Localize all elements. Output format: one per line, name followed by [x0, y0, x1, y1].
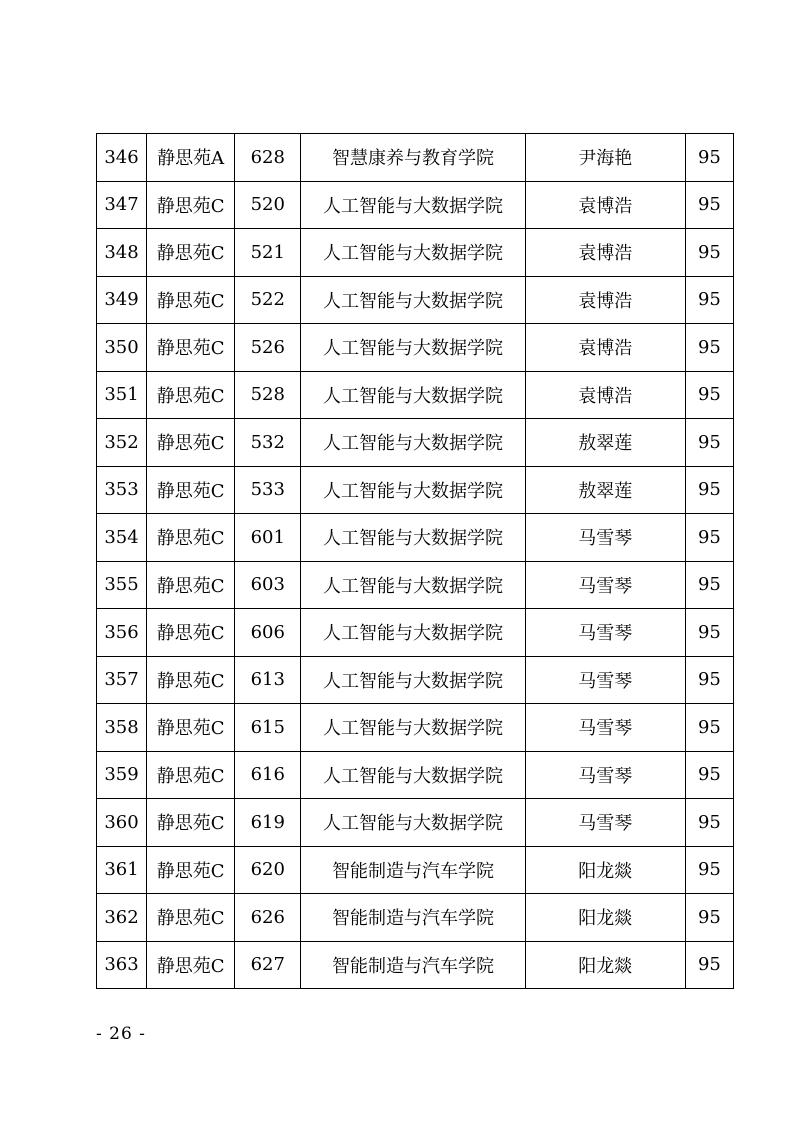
score-cell: 95 [685, 941, 733, 989]
building-cell: 静思苑C [147, 181, 235, 229]
table-row [97, 894, 734, 942]
teacher-name-cell: 袁博浩 [525, 276, 685, 324]
building-cell: 静思苑C [147, 276, 235, 324]
row-number-cell: 363 [97, 941, 147, 989]
room-cell: 616 [235, 751, 301, 799]
college-cell: 人工智能与大数据学院 [301, 751, 525, 799]
score-cell: 95 [685, 371, 733, 419]
row-number-cell: 351 [97, 371, 147, 419]
table-row [97, 561, 734, 609]
college-cell: 人工智能与大数据学院 [301, 419, 525, 467]
score-cell: 95 [685, 466, 733, 514]
teacher-name-cell: 马雪琴 [525, 704, 685, 752]
row-number-cell: 352 [97, 419, 147, 467]
room-cell: 528 [235, 371, 301, 419]
table-row [97, 181, 734, 229]
table-row [97, 609, 734, 657]
row-number-cell: 350 [97, 324, 147, 372]
teacher-name-cell: 马雪琴 [525, 799, 685, 847]
score-cell: 95 [685, 419, 733, 467]
building-cell: 静思苑C [147, 799, 235, 847]
table-row [97, 276, 734, 324]
room-cell: 533 [235, 466, 301, 514]
room-cell: 627 [235, 941, 301, 989]
building-cell: 静思苑C [147, 466, 235, 514]
score-cell: 95 [685, 656, 733, 704]
row-number-cell: 354 [97, 514, 147, 562]
score-cell: 95 [685, 229, 733, 277]
building-cell: 静思苑C [147, 419, 235, 467]
score-cell: 95 [685, 276, 733, 324]
teacher-name-cell: 阳龙燚 [525, 941, 685, 989]
building-cell: 静思苑A [147, 134, 235, 182]
building-cell: 静思苑C [147, 656, 235, 704]
room-cell: 619 [235, 799, 301, 847]
row-number-cell: 353 [97, 466, 147, 514]
score-cell: 95 [685, 324, 733, 372]
table-row [97, 324, 734, 372]
room-cell: 526 [235, 324, 301, 372]
room-cell: 603 [235, 561, 301, 609]
building-cell: 静思苑C [147, 704, 235, 752]
dormitory-score-table [96, 133, 734, 989]
score-cell: 95 [685, 846, 733, 894]
room-cell: 613 [235, 656, 301, 704]
college-cell: 人工智能与大数据学院 [301, 181, 525, 229]
table-row [97, 466, 734, 514]
row-number-cell: 355 [97, 561, 147, 609]
table-row [97, 419, 734, 467]
room-cell: 521 [235, 229, 301, 277]
building-cell: 静思苑C [147, 229, 235, 277]
score-cell: 95 [685, 799, 733, 847]
college-cell: 人工智能与大数据学院 [301, 371, 525, 419]
score-cell: 95 [685, 181, 733, 229]
building-cell: 静思苑C [147, 609, 235, 657]
table-row [97, 656, 734, 704]
teacher-name-cell: 袁博浩 [525, 181, 685, 229]
score-cell: 95 [685, 514, 733, 562]
teacher-name-cell: 马雪琴 [525, 561, 685, 609]
score-cell: 95 [685, 751, 733, 799]
building-cell: 静思苑C [147, 894, 235, 942]
room-cell: 628 [235, 134, 301, 182]
room-cell: 626 [235, 894, 301, 942]
table-row [97, 799, 734, 847]
building-cell: 静思苑C [147, 751, 235, 799]
score-cell: 95 [685, 561, 733, 609]
college-cell: 人工智能与大数据学院 [301, 324, 525, 372]
teacher-name-cell: 马雪琴 [525, 609, 685, 657]
teacher-name-cell: 袁博浩 [525, 324, 685, 372]
teacher-name-cell: 马雪琴 [525, 514, 685, 562]
table-row [97, 514, 734, 562]
building-cell: 静思苑C [147, 941, 235, 989]
teacher-name-cell: 敖翠莲 [525, 466, 685, 514]
row-number-cell: 347 [97, 181, 147, 229]
college-cell: 智慧康养与教育学院 [301, 134, 525, 182]
college-cell: 人工智能与大数据学院 [301, 704, 525, 752]
teacher-name-cell: 马雪琴 [525, 656, 685, 704]
row-number-cell: 358 [97, 704, 147, 752]
table-row [97, 846, 734, 894]
row-number-cell: 348 [97, 229, 147, 277]
table-row [97, 941, 734, 989]
table-row [97, 134, 734, 182]
teacher-name-cell: 袁博浩 [525, 229, 685, 277]
college-cell: 智能制造与汽车学院 [301, 894, 525, 942]
score-cell: 95 [685, 134, 733, 182]
row-number-cell: 361 [97, 846, 147, 894]
row-number-cell: 360 [97, 799, 147, 847]
row-number-cell: 362 [97, 894, 147, 942]
row-number-cell: 357 [97, 656, 147, 704]
teacher-name-cell: 敖翠莲 [525, 419, 685, 467]
room-cell: 601 [235, 514, 301, 562]
room-cell: 615 [235, 704, 301, 752]
college-cell: 人工智能与大数据学院 [301, 466, 525, 514]
college-cell: 智能制造与汽车学院 [301, 846, 525, 894]
college-cell: 人工智能与大数据学院 [301, 276, 525, 324]
building-cell: 静思苑C [147, 324, 235, 372]
college-cell: 人工智能与大数据学院 [301, 561, 525, 609]
building-cell: 静思苑C [147, 846, 235, 894]
teacher-name-cell: 马雪琴 [525, 751, 685, 799]
college-cell: 人工智能与大数据学院 [301, 656, 525, 704]
teacher-name-cell: 阳龙燚 [525, 846, 685, 894]
room-cell: 532 [235, 419, 301, 467]
row-number-cell: 349 [97, 276, 147, 324]
room-cell: 520 [235, 181, 301, 229]
score-cell: 95 [685, 704, 733, 752]
room-cell: 620 [235, 846, 301, 894]
row-number-cell: 356 [97, 609, 147, 657]
room-cell: 606 [235, 609, 301, 657]
teacher-name-cell: 阳龙燚 [525, 894, 685, 942]
room-cell: 522 [235, 276, 301, 324]
score-cell: 95 [685, 894, 733, 942]
college-cell: 智能制造与汽车学院 [301, 941, 525, 989]
building-cell: 静思苑C [147, 561, 235, 609]
table-row [97, 704, 734, 752]
row-number-cell: 359 [97, 751, 147, 799]
row-number-cell: 346 [97, 134, 147, 182]
college-cell: 人工智能与大数据学院 [301, 514, 525, 562]
teacher-name-cell: 尹海艳 [525, 134, 685, 182]
table-row [97, 751, 734, 799]
teacher-name-cell: 袁博浩 [525, 371, 685, 419]
college-cell: 人工智能与大数据学院 [301, 609, 525, 657]
table-body [97, 134, 734, 989]
building-cell: 静思苑C [147, 371, 235, 419]
college-cell: 人工智能与大数据学院 [301, 799, 525, 847]
page-number: - 26 - [96, 1024, 146, 1044]
table-row [97, 371, 734, 419]
score-cell: 95 [685, 609, 733, 657]
college-cell: 人工智能与大数据学院 [301, 229, 525, 277]
table-row [97, 229, 734, 277]
building-cell: 静思苑C [147, 514, 235, 562]
